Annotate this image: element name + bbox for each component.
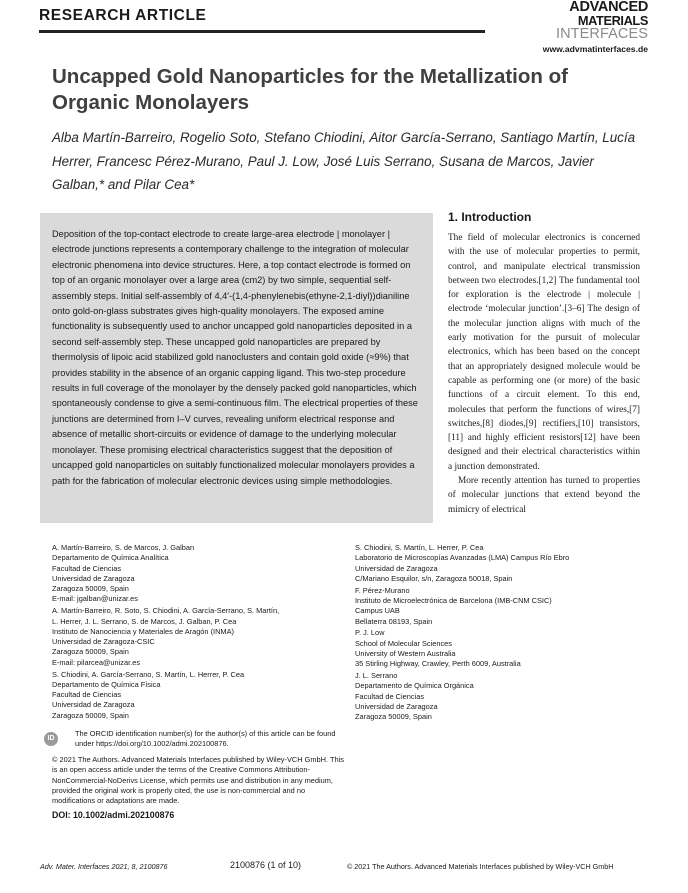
affiliation-block — [355, 586, 637, 627]
journal-logo — [520, 0, 648, 42]
orcid-icon[interactable]: ID — [44, 732, 58, 746]
affiliation-block — [355, 628, 637, 669]
intro-paragraph: The field of molecular electronics is concerned with the use of molecular properties to permit, control, and manipulate electrical transmission between two electrodes.[1,2] The fundamental tool for exploration is the electrode | molecule | electrode ‘molecular junction’.[3–6] The design of the molecular junction aligns with much of the early motivation for the pursuit of molecular electronics, which has been based on the concept that an appropriately designed molecule would be capable as performing one (or more) of the basic functions of a circuit element. To this end, molecules that perform the functions of wires,[7] switches,[8] diodes,[9] rectifiers,[10] transistors,[11] and highly efficient resistors[12] have been designed and their electrical characteristics within a junction demonstrated. — [448, 233, 640, 472]
affiliation-line: A. Martín-Barreiro, R. Soto, S. Chiodini, A. García-Serrano, S. Martín, — [52, 606, 280, 616]
affiliation-line: Facultad de Ciencias — [355, 691, 425, 701]
affiliation-line: Instituto de Microelectrónica de Barcelona (IMB-CNM CSIC) — [355, 595, 552, 605]
affiliation-line: S. Chiodini, S. Martín, L. Herrer, P. Cea — [355, 543, 484, 552]
journal-logo-line2: MATERIALS — [577, 12, 648, 28]
affiliation-line: Bellaterra 08193, Spain — [355, 616, 433, 626]
footer-citation: Adv. Mater. Interfaces 2021, 8, 2100876 — [40, 862, 168, 871]
license-note: © 2021 The Authors. Advanced Materials Interfaces published by Wiley-VCH GmbH. This is an open access article under the terms of the Creative Commons Attribution-NonCommercial-NoDerivs License, which permits use and distribution in any medium, provided the original work is properly cited, the use is non-commercial and no modifications or adaptations are made. — [52, 755, 344, 806]
affiliation-line: Universidad de Zaragoza — [52, 700, 135, 710]
affiliation-line: Laboratorio de Microscopías Avanzadas (LMA) Campus Río Ebro — [355, 553, 570, 563]
affiliation-line: P. J. Low — [355, 628, 385, 638]
affiliation-line: F. Pérez-Murano — [355, 585, 410, 595]
affiliation-line: Zaragoza 50009, Spain — [52, 584, 129, 594]
affiliations-right — [355, 543, 637, 724]
affiliation-line: 35 Stirling Highway, Crawley, Perth 6009, Australia — [355, 659, 521, 669]
abstract-text: Deposition of the top-contact electrode to create large-area electrode | monolayer | electrode junctions represents a contemporary challenge to the integration of molecular electronic phenomena into device structures. Here, a top contact electrode is formed on top of an organic monolayer over a large area (cm2) by two simple, sequential self-assembly steps. Initial self-assembly of 4,4′-(1,4-phenylenebis(ethyne-2,1-diyl))dianiline onto gold-on-glass substrates gives high-quality monolayers. The exposed amine functionality is subsequently used to anchor uncapped gold nanoparticles deposited in a second self-assembly step. These uncapped gold nanoparticles are prepared by thermolysis of lipoic acid stabilized gold nanoclusters and contain gold oxide (≈9%) that provides stability in the absence of an organic capping ligand. This two-step procedure results in full coverage of the monolayer by the densely packed gold nanoparticles, which spontaneously condense to give a semi-continuous film. The electrical properties of these junctions are determined from I–V curves, revealing uniform electrical response and absence of metallic short-circuits or evidence of damage to the underlying molecular monolayer. These promising electrical characteristics suggest that the deposition of uncapped gold nanoparticles on suitably functionalized molecular monolayers provides a path for the fabrication of molecular electronic devices using simple methodologies. — [52, 229, 418, 486]
affiliation-line: Campus UAB — [355, 606, 400, 616]
affiliation-line: Zaragoza 50009, Spain — [52, 710, 129, 720]
affiliation-line: S. Chiodini, A. García-Serrano, S. Martín, L. Herrer, P. Cea — [52, 669, 245, 679]
article-title: Uncapped Gold Nanoparticles for the Metallization of Organic Monolayers — [52, 65, 568, 114]
intro-paragraph: More recently attention has turned to properties of molecular junctions that extend beyond the mimicry of electrical — [448, 476, 640, 515]
affiliation-line: Instituto de Nanociencia y Materiales de Aragón (INMA) — [52, 626, 234, 636]
affiliation-line: Departamento de Química Física — [52, 679, 161, 689]
affiliation-line: A. Martín-Barreiro, S. de Marcos, J. Galban — [52, 543, 195, 552]
affiliation-line: Departamento de Química Analítica — [52, 553, 169, 563]
affiliation-line: C/Mariano Esquilor, s/n, Zaragoza 50018, Spain — [355, 573, 513, 583]
orcid-note: The ORCID identification number(s) for the author(s) of this article can be found under https://doi.org/10.1002/admi.202100876. — [75, 729, 336, 749]
affiliation-line: University of Western Australia — [355, 648, 456, 658]
affiliation-line: Facultad de Ciencias — [52, 690, 122, 700]
affiliation-line: Zaragoza 50009, Spain — [355, 712, 432, 722]
journal-url[interactable]: www.advmatinterfaces.de — [542, 44, 648, 54]
journal-logo-line3: INTERFACES — [555, 26, 648, 43]
journal-logo-line1: ADVANCED — [569, 0, 648, 15]
footer-copyright: © 2021 The Authors. Advanced Materials Interfaces published by Wiley-VCH GmbH — [347, 862, 614, 871]
affiliation-line: L. Herrer, J. L. Serrano, S. de Marcos, J. Galban, P. Cea — [52, 616, 237, 626]
affiliation-line: Universidad de Zaragoza — [355, 701, 438, 711]
introduction-body — [448, 231, 640, 517]
affiliation-line: Facultad de Ciencias — [52, 563, 122, 573]
affiliation-block — [355, 671, 637, 722]
affiliation-line: E-mail: pilarcea@unizar.es — [52, 657, 141, 667]
footer-page-number: 2100876 (1 of 10) — [230, 860, 302, 870]
affiliation-block — [52, 670, 344, 721]
section-label: RESEARCH ARTICLE — [39, 7, 207, 24]
affiliations-left — [52, 543, 344, 723]
affiliation-line: Universidad de Zaragoza-CSIC — [52, 637, 155, 647]
affiliation-line: School of Molecular Sciences — [355, 638, 452, 648]
affiliation-line: Universidad de Zaragoza — [52, 573, 135, 583]
affiliation-block — [52, 543, 344, 605]
author-list: Alba Martín-Barreiro, Rogelio Soto, Stefano Chiodini, Aitor García-Serrano, Santiago Martín, Lucía Herrer, Francesc Pérez-Murano, Paul J. Low, José Luis Serrano, Susana de Marcos, Javier Galban,* and Pilar Cea* — [52, 130, 636, 192]
doi-link[interactable]: DOI: 10.1002/admi.202100876 — [52, 810, 175, 820]
affiliation-line: Zaragoza 50009, Spain — [52, 647, 129, 657]
affiliation-line: Departamento de Química Orgánica — [355, 681, 474, 691]
affiliation-block — [355, 543, 637, 584]
affiliation-line: J. L. Serrano — [355, 671, 398, 681]
affiliation-block — [52, 606, 344, 668]
section-heading-introduction: 1. Introduction — [448, 210, 532, 224]
header-rule — [39, 30, 485, 33]
affiliation-line: E-mail: jgalban@unizar.es — [52, 594, 138, 604]
affiliation-line: Universidad de Zaragoza — [355, 563, 438, 573]
